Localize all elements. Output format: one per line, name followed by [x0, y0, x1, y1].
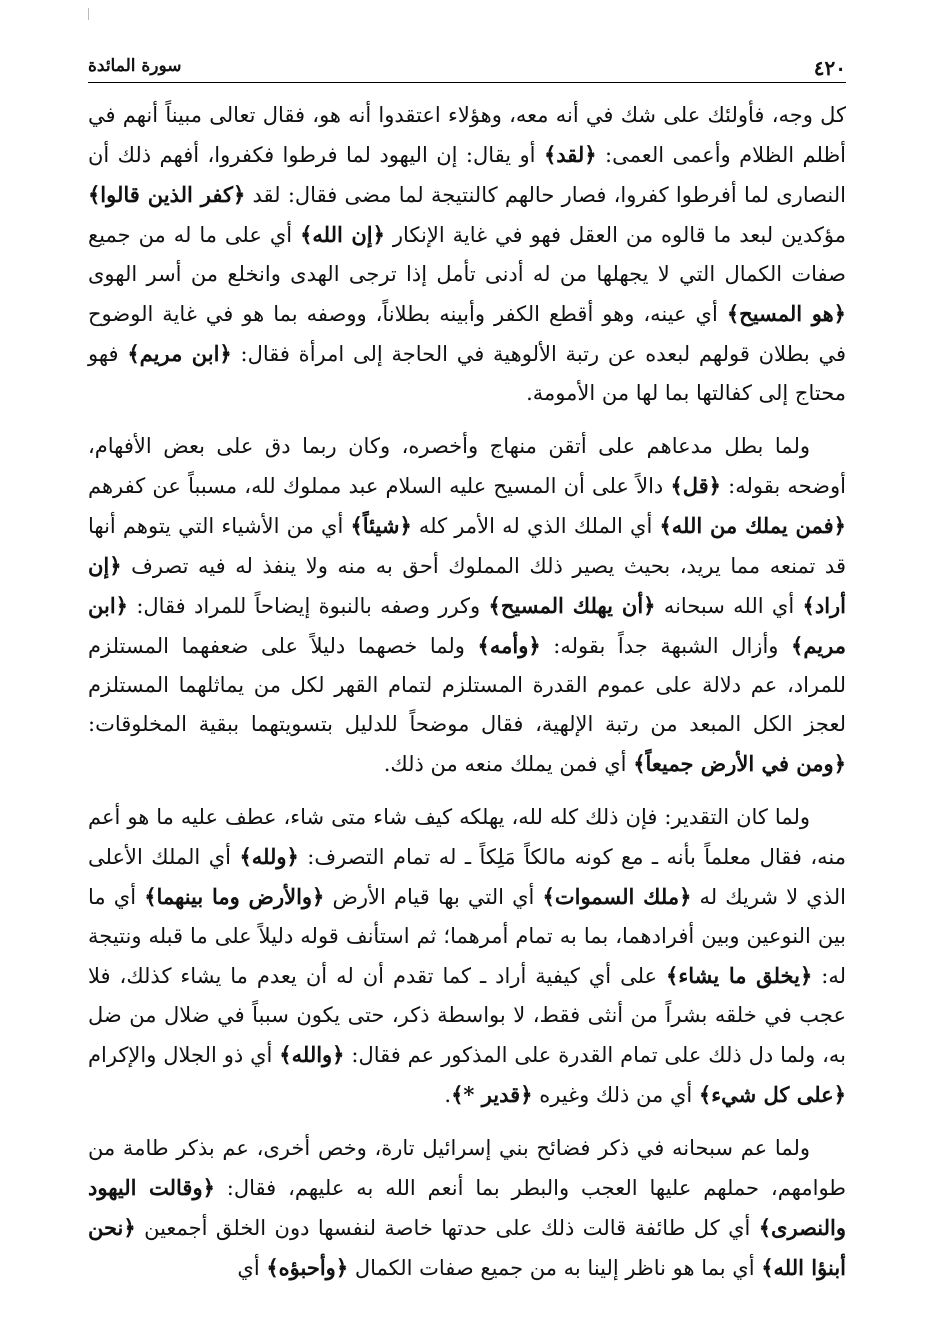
commentary-text: أي الله سبحانه: [655, 594, 803, 618]
quran-quote: ﴿قدير *﴾: [451, 1082, 533, 1107]
quran-quote: ﴿فمن يملك من الله﴾: [659, 513, 846, 538]
quran-quote: ﴿أن يهلك المسيح﴾: [488, 593, 656, 618]
quran-quote: ﴿إن أراد﴾: [88, 553, 846, 618]
commentary-text: ولما عم سبحانه في ذكر فضائح بني إسرائيل تارة، وخص أخرى، عم بذكر طامة من طوامهم، حملهم عليها العجب والبطر بما أنعم الله به عليهم، فقال:: [88, 1136, 847, 1200]
quran-quote: ﴿ابن مريم﴾: [88, 593, 846, 658]
page-body: [88, 96, 846, 1302]
commentary-text: أي من الأشياء التي يتوهم أنها قد تمنعه مما يريد، بحيث يصير ذلك المملوك أحق به منه ولا ينفذ له فيه تصرف: [88, 514, 846, 578]
paragraph: [88, 1129, 846, 1288]
quran-quote: ﴿هو المسيح﴾: [726, 301, 846, 326]
quran-quote: ﴿والله﴾: [279, 1042, 345, 1067]
commentary-text: فهو محتاج إلى كفالتها بما لها من الأمومة.: [88, 342, 846, 405]
commentary-text: مؤكدين لبعد ما قالوه من العقل فهو في غاية الإنكار: [384, 223, 847, 247]
quran-quote: ﴿ملك السموات﴾: [542, 884, 692, 909]
commentary-text: أو يقال: إن اليهود لما فرطوا فكفروا، أفهم ذلك أن النصارى لما أفرطوا كفروا، فصار حالهم كالنتيجة لما مضى فقال: لقد: [88, 143, 846, 207]
commentary-text: ولما خصهما دليلاً على ضعفهما المستلزم للمراد، عم دلالة على عموم القدرة المستلزم لتمام القهر لكل من يماثلهما المستلزم لعجز الكل المبعد من رتبة الإلهية، فقال موضحاً للدليل بتسويتهما ببقية المخلوقات:: [88, 634, 846, 736]
commentary-text: أي عينه، وهو أقطع الكفر وأبينه بطلاناً، ووصفه بما هو في غاية الوضوح في بطلان قولهم لبعده عن رتبة الألوهية في الحاجة إلى امرأة فقال:: [88, 302, 846, 366]
quran-quote: ﴿على كل شيء﴾: [698, 1082, 846, 1107]
quran-quote: ﴿نحن أبنؤا الله﴾: [88, 1215, 846, 1280]
quran-quote: ﴿ومن في الأرض جميعاً﴾: [633, 751, 846, 776]
commentary-text: أي بما هو ناظر إلينا به من جميع صفات الكمال: [348, 1256, 762, 1280]
quran-quote: ﴿ولله﴾: [239, 844, 299, 869]
quran-quote: ﴿يخلق ما يشاء﴾: [666, 963, 813, 988]
commentary-text: أي ما بين النوعين وبين أفرادهما، بما به تمام أمرهما؛ ثم استأنف قوله دليلاً على ما قبله ونتيجة له:: [88, 885, 846, 988]
commentary-text: أي: [237, 1256, 267, 1280]
commentary-text: أي كل طائفة قالت ذلك على حدتها خاصة لنفسها دون الخلق أجمعين: [135, 1216, 759, 1240]
quran-quote: ﴿شيئاً﴾: [350, 513, 412, 538]
quran-quote: ﴿قل﴾: [670, 473, 721, 498]
quran-quote: ﴿وقالت اليهود والنصرى﴾: [88, 1175, 846, 1240]
page-number: ٤٢٠: [813, 56, 846, 80]
commentary-text: كل وجه، فأولئك على شك في أنه معه، وهؤلاء اعتقدوا أنه هو، فقال تعالى مبيناً أنهم في أظلم الظلام وأعمى العمى:: [88, 103, 846, 167]
commentary-text: أي الملك الذي له الأمر كله: [411, 514, 660, 538]
commentary-text: على أي كيفية أراد ـ كما تقدم أن له أن يعدم ما يشاء كذلك، فلا عجب في خلقه بشراً من أنثى فقط، لا بواسطة ذكر، حتى يكون سبباً في ضلال من ضل به، ولما دل ذلك على تمام القدرة على المذكور عم فقال:: [88, 964, 847, 1067]
paragraph: [88, 798, 846, 1115]
quran-quote: ﴿كفر الذين قالوا﴾: [88, 182, 246, 207]
quran-quote: ﴿وأمه﴾: [477, 633, 541, 658]
paragraph: [88, 427, 846, 784]
commentary-text: .: [444, 1083, 452, 1107]
commentary-text: دالاً على أن المسيح عليه السلام عبد مملوك لله، مسبباً عن كفرهم: [88, 474, 671, 498]
commentary-text: وكرر وصفه بالنبوة إيضاحاً للمراد فقال:: [127, 594, 489, 618]
commentary-text: أي الملك الأعلى الذي لا شريك له: [88, 845, 846, 909]
surah-name: سورة المائدة: [88, 56, 182, 76]
commentary-text: ولما كان التقدير: فإن ذلك كله لله، يهلكه كيف شاء متى شاء، عطف عليه ما هو أعم منه، فقال معلماً بأنه ـ مع كونه مالكاً مَلِكاً ـ له تمام التصرف:: [88, 805, 847, 869]
scan-mark: [88, 8, 89, 20]
quran-quote: ﴿والأرض وما بينهما﴾: [144, 884, 325, 909]
commentary-text: وأزال الشبهة جداً بقوله:: [540, 634, 792, 658]
commentary-text: أي فمن يملك منعه من ذلك.: [383, 752, 634, 776]
quran-quote: ﴿إن الله﴾: [300, 222, 385, 247]
commentary-text: أي من ذلك وغيره: [532, 1083, 699, 1107]
page-header: [88, 52, 846, 82]
commentary-text: أي التي بها قيام الأرض: [324, 885, 543, 909]
header-rule: [88, 82, 846, 83]
commentary-text: ولما بطل مدعاهم على أتقن منهاج وأخصره، وكان ربما دق على بعض الأفهام، أوضحه بقوله:: [88, 434, 846, 498]
commentary-text: أي على ما له من جميع صفات الكمال التي لا يجهلها من له أدنى تأمل إذا ترجى الهدى وانخلع من أسر الهوى: [88, 223, 846, 286]
paragraph: [88, 96, 846, 413]
quran-quote: ﴿ابن مريم﴾: [127, 341, 232, 366]
quran-quote: ﴿لقد﴾: [543, 142, 597, 167]
quran-quote: ﴿وأحبؤه﴾: [266, 1255, 349, 1280]
commentary-text: أي ذو الجلال والإكرام: [88, 1043, 280, 1067]
